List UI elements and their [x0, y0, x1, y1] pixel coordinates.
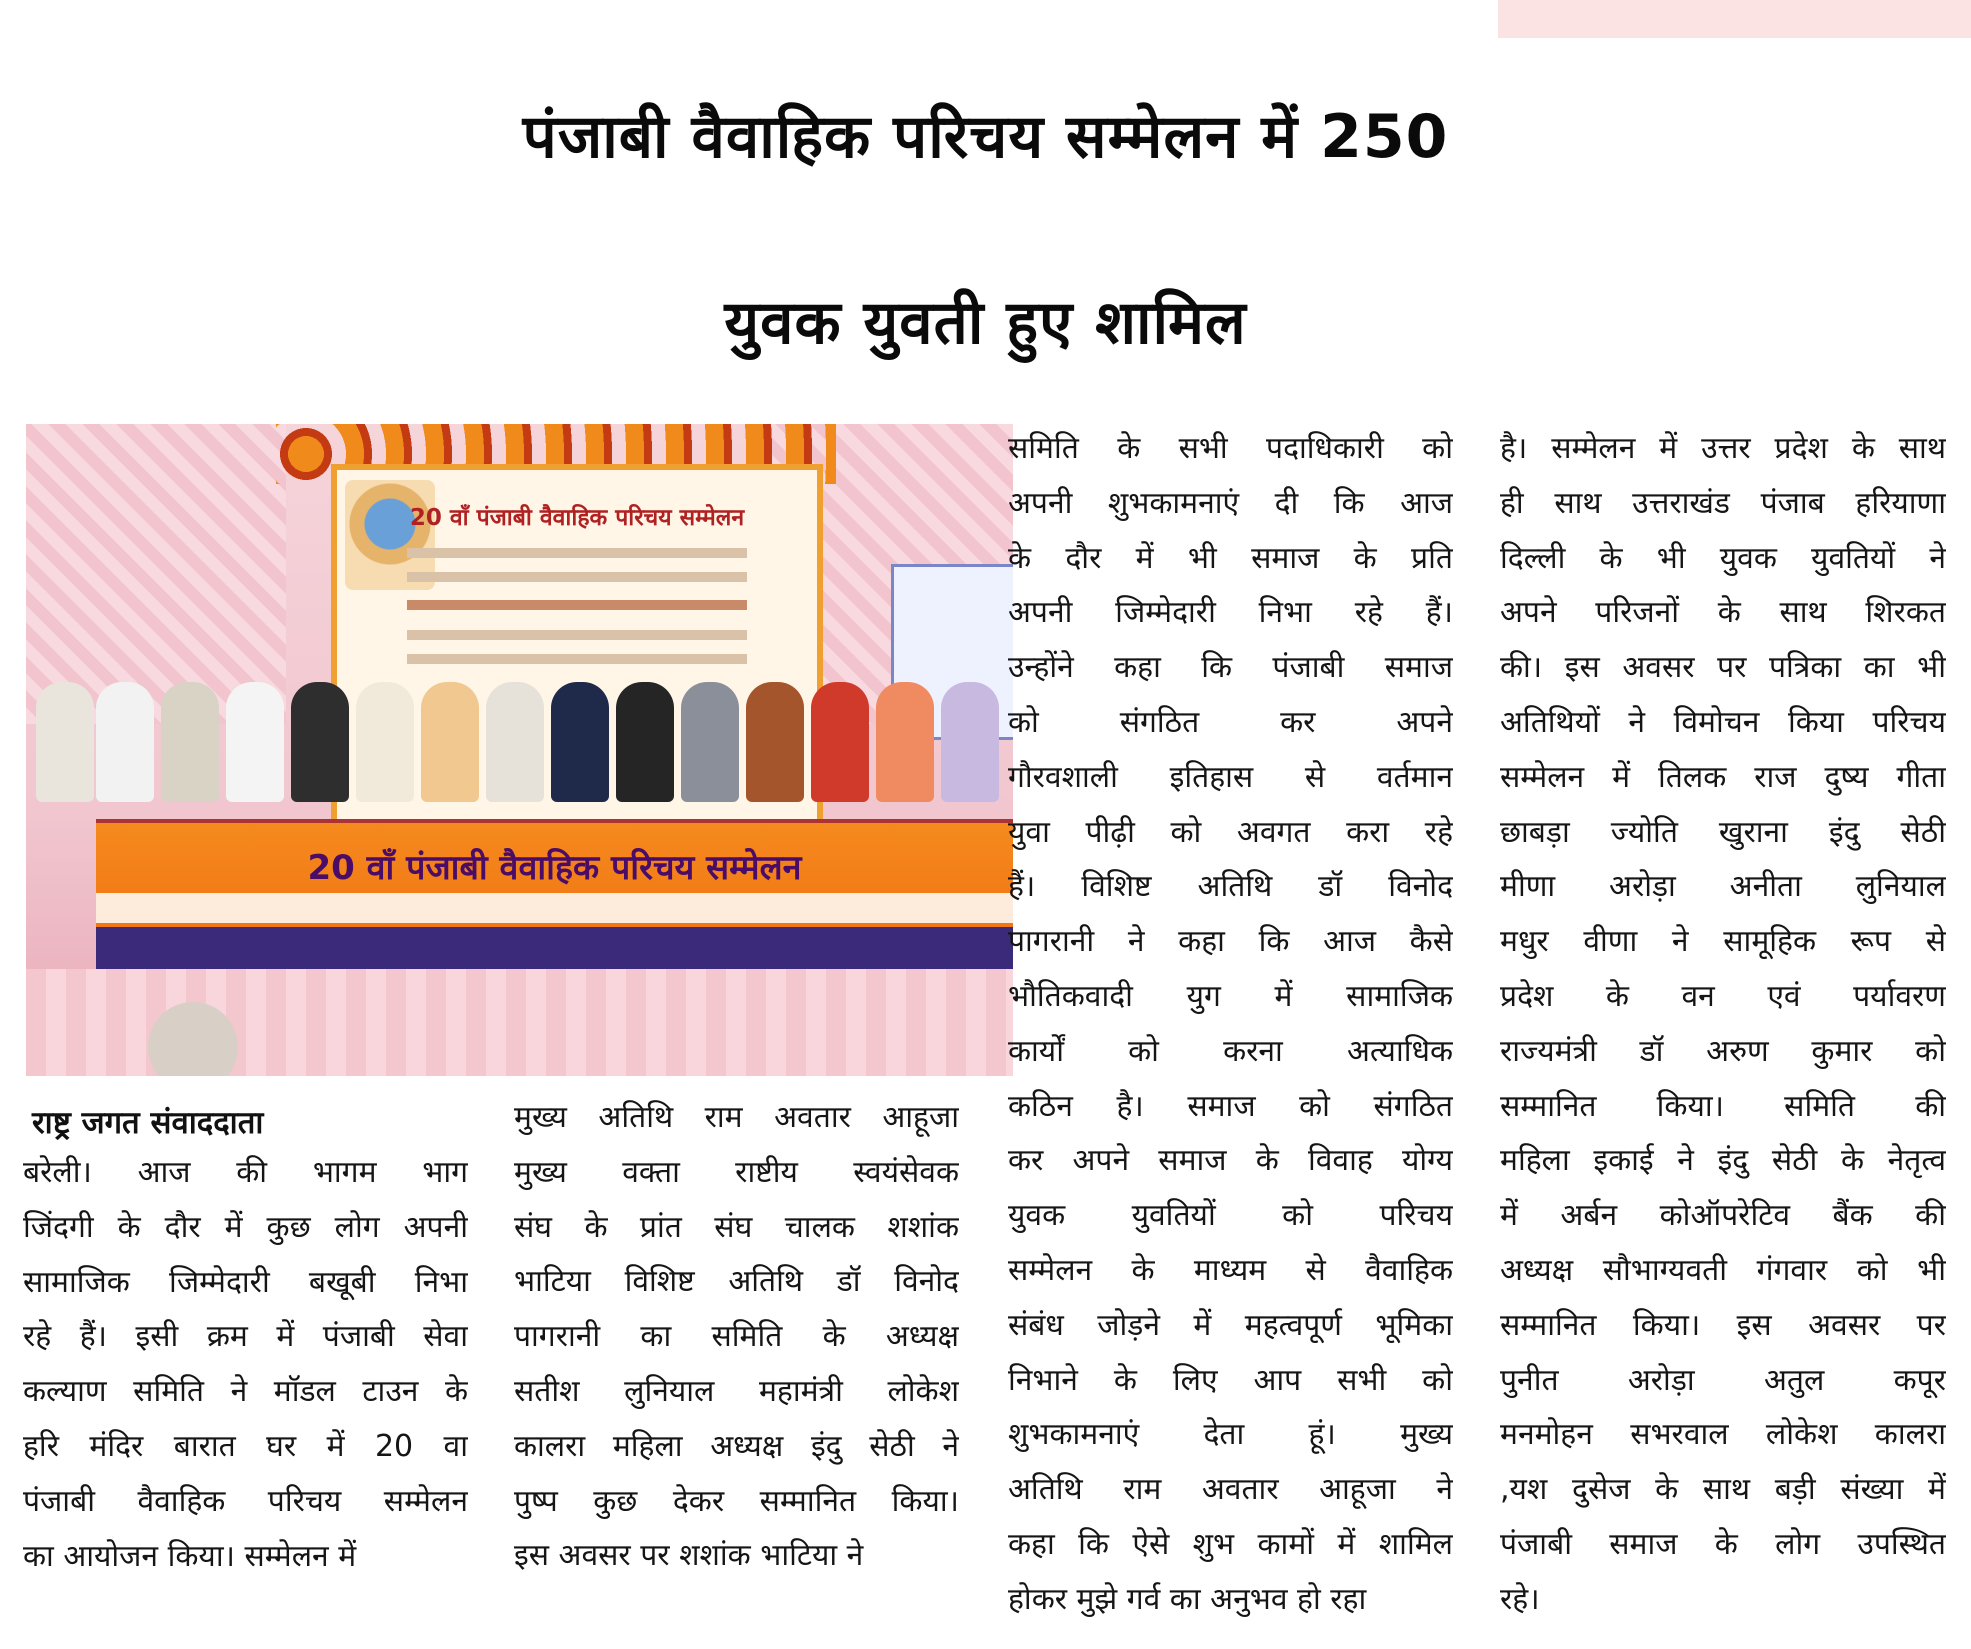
text-line: की। इस अवसर पर पत्रिका का भी [1500, 650, 1946, 686]
text-line: अपनी जिम्मेदारी निभा रहे हैं। [1008, 595, 1453, 631]
text-line: अध्यक्ष सौभाग्यवती गंगवार को भी [1500, 1252, 1946, 1288]
text-line: प्रदेश के वन एवं पर्यावरण [1500, 978, 1946, 1014]
text-line: महिला इकाई ने इंदु सेठी के नेतृत्व [1500, 1143, 1946, 1179]
text-line: रहे हैं। इसी क्रम में पंजाबी सेवा [23, 1319, 468, 1355]
article-column-1 [23, 1146, 468, 1584]
guest-figure [616, 682, 674, 802]
text-line: गौरवशाली इतिहास से वर्तमान [1008, 759, 1453, 795]
text-line: अतिथियों ने विमोचन किया परिचय [1500, 704, 1946, 740]
text-line: उन्होंने कहा कि पंजाबी समाज [1008, 650, 1453, 686]
text-line: कर अपने समाज के विवाह योग्य [1008, 1143, 1453, 1179]
text-line: है। सम्मेलन में उत्तर प्रदेश के साथ [1500, 431, 1946, 466]
text-line: हैं। विशिष्ट अतिथि डॉ विनोद [1008, 869, 1453, 905]
text-line: होकर मुझे गर्व का अनुभव हो रहा [1008, 1581, 1367, 1617]
article-column-2 [514, 1091, 959, 1584]
byline: राष्ट्र जगत संवाददाता [32, 1105, 264, 1141]
guest-figure [96, 682, 154, 802]
poster-text-line [407, 572, 747, 582]
text-line: मीणा अरोड़ा अनीता लुनियाल [1500, 869, 1946, 905]
text-line: शुभकामनाएं देता हूं। मुख्य [1008, 1417, 1453, 1453]
text-line: युवा पीढ़ी को अवगत करा रहे [1008, 814, 1453, 850]
text-line: मुख्य अतिथि राम अवतार आहूजा [514, 1100, 959, 1135]
poster-text-line [407, 600, 747, 610]
text-line: राज्यमंत्री डॉ अरुण कुमार को [1500, 1033, 1946, 1069]
banner-subline [96, 893, 1013, 923]
article-column-4 [1500, 422, 1946, 1628]
text-line: सतीश लुनियाल महामंत्री लोकेश [514, 1373, 959, 1409]
text-line: बरेली। आज की भागम भाग [23, 1155, 468, 1190]
headline-line-2: युवक युवती हुए शामिल [724, 288, 1247, 358]
text-line: भाटिया विशिष्ट अतिथि डॉ विनोद [514, 1264, 959, 1300]
text-line: मधुर वीणा ने सामूहिक रूप से [1500, 924, 1946, 960]
text-line: कहा कि ऐसे शुभ कामों में शामिल [1008, 1526, 1453, 1562]
text-line: के दौर में भी समाज के प्रति [1008, 540, 1453, 576]
guest-figure [551, 682, 609, 802]
text-line: पुनीत अरोड़ा अतुल कपूर [1500, 1362, 1946, 1398]
guest-figure [36, 682, 94, 802]
article-column-3 [1008, 422, 1453, 1628]
text-line: संघ के प्रांत संघ चालक शशांक [514, 1209, 959, 1245]
guest-figure [941, 682, 999, 802]
text-line: कार्यों को करना अत्याधिक [1008, 1033, 1453, 1069]
text-line: ,यश दुसेज के साथ बड़ी संख्या में [1500, 1472, 1946, 1508]
guest-figure [876, 682, 934, 802]
text-line: अतिथि राम अवतार आहूजा ने [1008, 1472, 1453, 1508]
text-line: सामाजिक जिम्मेदारी बखूबी निभा [23, 1264, 468, 1300]
text-line: सम्मेलन में तिलक राज दुष्य गीता [1500, 759, 1946, 795]
text-line: हरि मंदिर बारात घर में 20 वा [23, 1428, 468, 1464]
text-line: का आयोजन किया। सम्मेलन में [23, 1538, 357, 1574]
text-line: सम्मेलन के माध्यम से वैवाहिक [1008, 1252, 1453, 1288]
text-line: मुख्य वक्ता राष्टीय स्वयंसेवक [514, 1154, 959, 1190]
poster-title: 20 वाँ पंजाबी वैवाहिक परिचय सम्मेलन [409, 505, 745, 531]
stage-banner [96, 819, 1013, 973]
guest-figure [226, 682, 284, 802]
text-line: को संगठित कर अपने [1008, 704, 1453, 740]
guest-figure [746, 682, 804, 802]
guest-figure [486, 682, 544, 802]
poster-text-line [407, 654, 747, 664]
guest-figure [356, 682, 414, 802]
guest-figure [291, 682, 349, 802]
guest-figure [421, 682, 479, 802]
text-line: सम्मानित किया। इस अवसर पर [1500, 1307, 1946, 1343]
poster-text-line [407, 630, 747, 640]
text-line: कालरा महिला अध्यक्ष इंदु सेठी ने [514, 1428, 959, 1464]
banner-contact-strip [96, 927, 1013, 971]
text-line: पागरानी का समिति के अध्यक्ष [514, 1319, 959, 1355]
text-line: कल्याण समिति ने मॉडल टाउन के [23, 1374, 468, 1410]
text-line: युवक युवतियों को परिचय [1008, 1198, 1453, 1234]
guest-figure [161, 682, 219, 802]
text-line: पंजाबी समाज के लोग उपस्थित [1500, 1526, 1946, 1562]
tent-drape-left [26, 424, 286, 724]
text-line: रहे। [1500, 1581, 1540, 1617]
text-line: भौतिकवादी युग में सामाजिक [1008, 978, 1453, 1014]
event-photo [26, 424, 1013, 1076]
text-line: पंजाबी वैवाहिक परिचय सम्मेलन [23, 1483, 468, 1519]
text-line: अपने परिजनों के साथ शिरकत [1500, 595, 1946, 631]
text-line: जिंदगी के दौर में कुछ लोग अपनी [23, 1209, 468, 1245]
text-line: पागरानी ने कहा कि आज कैसे [1008, 924, 1453, 960]
text-line: ही साथ उत्तराखंड पंजाब हरियाणा [1500, 485, 1946, 521]
text-line: मनमोहन सभरवाल लोकेश कालरा [1500, 1417, 1946, 1453]
text-line: समिति के सभी पदाधिकारी को [1008, 431, 1453, 466]
text-line: छाबड़ा ज्योति खुराना इंदु सेठी [1500, 814, 1946, 850]
corner-tint [1498, 0, 1971, 38]
text-line: सम्मानित किया। समिति की [1500, 1088, 1946, 1124]
text-line: अपनी शुभकामनाएं दी कि आज [1008, 485, 1453, 521]
text-line: दिल्ली के भी युवक युवतियों ने [1500, 540, 1946, 576]
text-line: निभाने के लिए आप सभी को [1008, 1362, 1453, 1398]
text-line: संबंध जोड़ने में महत्वपूर्ण भूमिका [1008, 1307, 1453, 1343]
text-line: में अर्बन कोऑपरेटिव बैंक की [1500, 1198, 1946, 1234]
banner-title: 20 वाँ पंजाबी वैवाहिक परिचय सम्मेलन [307, 848, 802, 888]
poster-text-line [407, 548, 747, 558]
guest-figure [681, 682, 739, 802]
text-line: पुष्प कुछ देकर सम्मानित किया। [514, 1483, 959, 1519]
guests-group [26, 682, 1013, 832]
text-line: कठिन है। समाज को संगठित [1008, 1088, 1453, 1124]
headline-line-1: पंजाबी वैवाहिक परिचय सम्मेलन में 250 [522, 102, 1449, 172]
guest-figure [811, 682, 869, 802]
text-line: इस अवसर पर शशांक भाटिया ने [514, 1538, 864, 1574]
